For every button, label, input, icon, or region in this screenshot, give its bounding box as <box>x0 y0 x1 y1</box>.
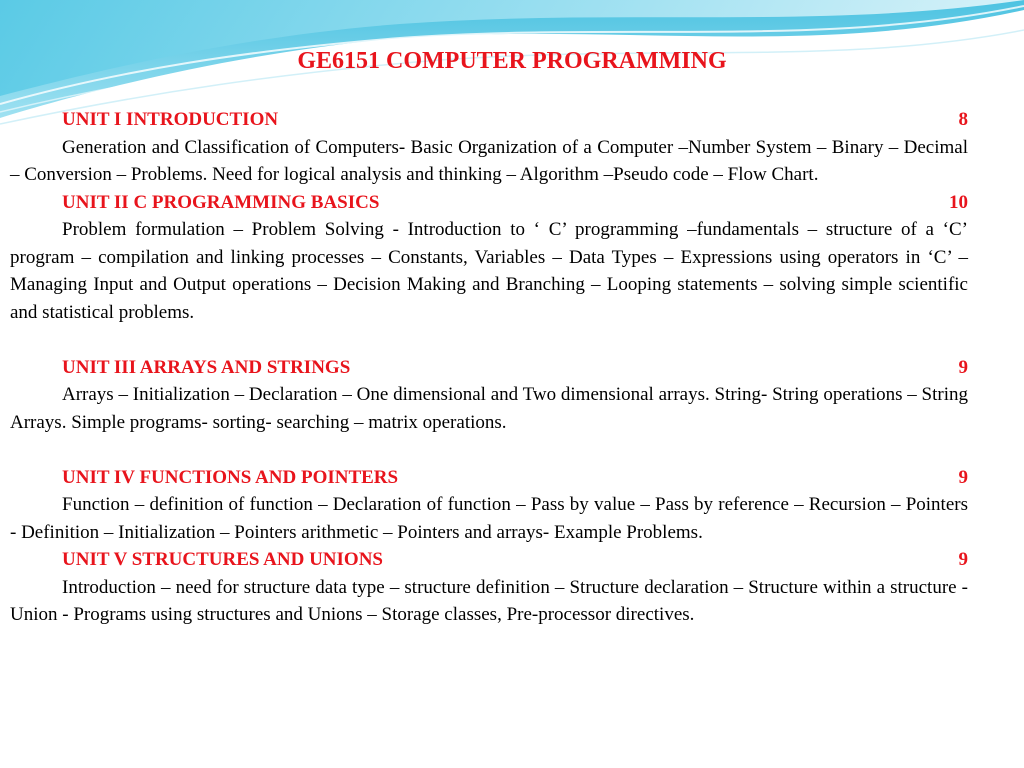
unit-title: UNIT V STRUCTURES AND UNIONS <box>62 549 383 570</box>
unit-section <box>10 354 968 437</box>
unit-hours: 9 <box>958 356 968 378</box>
page-title: GE6151 COMPUTER PROGRAMMING <box>297 48 727 74</box>
unit-section <box>10 106 968 189</box>
unit-section <box>10 546 968 629</box>
unit-section <box>10 464 968 547</box>
unit-description: Arrays – Initialization – Declaration – One dimensional and Two dimensional arrays. String- String operations – String Arrays. Simple programs- sorting- searching – matrix operations. <box>10 384 968 433</box>
unit-hours: 8 <box>958 109 968 130</box>
unit-description: Problem formulation – Problem Solving - Introduction to ‘ C’ programming –fundamentals – structure of a ‘C’ program – compilation and linking processes – Constants, Variables – Data Types – Expressions using operators in ‘C’ – Managing Input and Output operations – Decision Making and Branching – Looping statements – solving simple scientific and statistical problems. <box>10 219 968 323</box>
spacer <box>10 436 968 464</box>
unit-section <box>10 189 968 327</box>
syllabus-content <box>10 106 968 629</box>
unit-description: Generation and Classification of Computers- Basic Organization of a Computer –Number System – Binary – Decimal – Conversion – Problems. Need for logical analysis and thinking – Algorithm –Pseudo code – Flow Chart. <box>10 136 968 185</box>
unit-description: Introduction – need for structure data type – structure definition – Structure declaration – Structure within a structure - Union - Programs using structures and Unions – Storage classes, Pre-processor directives. <box>10 576 968 625</box>
unit-description: Function – definition of function – Declaration of function – Pass by value – Pass by reference – Recursion – Pointers - Definition – Initialization – Pointers arithmetic – Pointers and arrays- Example Problems. <box>10 494 968 543</box>
unit-hours: 9 <box>958 549 968 570</box>
unit-title: UNIT IV FUNCTIONS AND POINTERS <box>62 466 399 488</box>
unit-title: UNIT II C PROGRAMMING BASICS <box>62 191 380 213</box>
unit-hours: 9 <box>958 466 968 488</box>
unit-title: UNIT I INTRODUCTION <box>62 109 279 130</box>
unit-hours: 10 <box>949 191 968 213</box>
spacer <box>10 326 968 354</box>
unit-title: UNIT III ARRAYS AND STRINGS <box>62 356 351 378</box>
